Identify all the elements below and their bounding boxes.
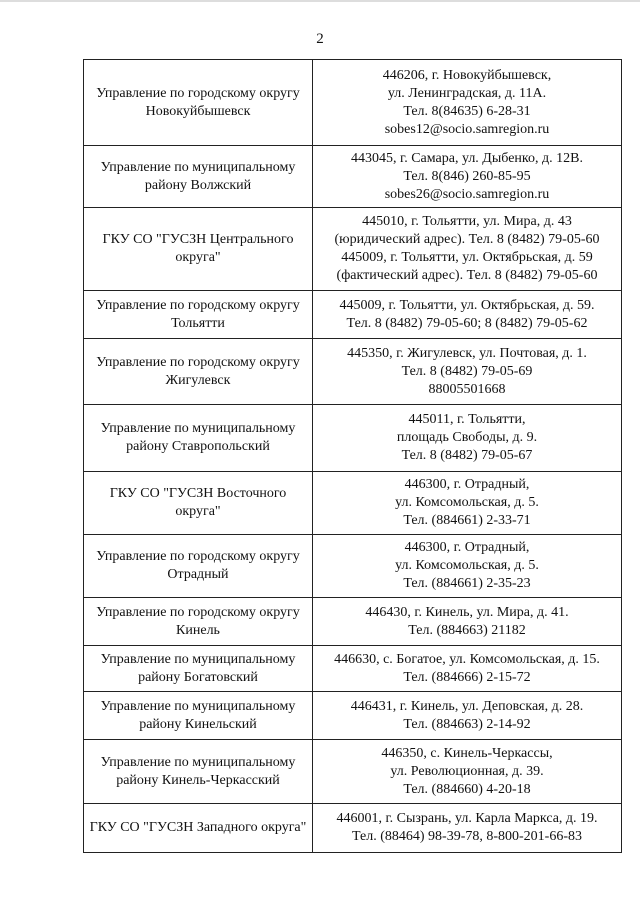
office-name: Управление по городскому округу Новокуйбышевск <box>84 60 313 146</box>
contact-line: 88005501668 <box>428 381 506 397</box>
contact-line: 446431, г. Кинель, ул. Деповская, д. 28. <box>350 698 584 714</box>
table-row <box>84 291 622 339</box>
office-name: Управление по городскому округу Тольятти <box>84 291 313 339</box>
office-contact <box>313 535 622 598</box>
office-contact <box>313 692 622 740</box>
table-row <box>84 208 622 291</box>
contact-line: 446300, г. Отрадный, <box>404 477 530 492</box>
contact-line: 446350, с. Кинель-Черкассы, <box>381 745 553 761</box>
table-row <box>84 692 622 740</box>
contact-line: Тел. (884663) 21182 <box>408 622 526 638</box>
table-row <box>84 60 622 146</box>
table-row <box>84 472 622 535</box>
contact-line: 445010, г. Тольятти, ул. Мира, д. 43 <box>362 214 572 229</box>
contact-line: 445009, г. Тольятти, ул. Октябрьская, д. 59. <box>339 297 595 313</box>
contact-line: ул. Ленинградская, д. 11А. <box>387 85 547 101</box>
contact-line: Тел. (88464) 98-39-78, 8-800-201-66-83 <box>351 829 582 844</box>
table-row <box>84 740 622 804</box>
office-contact <box>313 740 622 804</box>
contact-line: 446001, г. Сызрань, ул. Карла Маркса, д. 19. <box>336 811 598 826</box>
office-name: ГКУ СО "ГУСЗН Восточного округа" <box>84 472 313 535</box>
office-name: Управление по муниципальному району Богатовский <box>84 646 313 692</box>
contact-line: ул. Комсомольская, д. 5. <box>395 558 539 573</box>
office-name: Управление по муниципальному району Кинельский <box>84 692 313 740</box>
contact-line: ул. Революционная, д. 39. <box>390 763 544 779</box>
contact-line: Тел. (884661) 2-33-71 <box>403 513 531 528</box>
table-row <box>84 598 622 646</box>
office-name: Управление по городскому округу Жигулевск <box>84 339 313 405</box>
office-contact <box>313 60 622 146</box>
page-number: 2 <box>316 31 324 47</box>
contact-line: 443045, г. Самара, ул. Дыбенко, д. 12В. <box>351 150 583 166</box>
contact-line: Тел. (884661) 2-35-23 <box>403 576 531 591</box>
contact-line: площадь Свободы, д. 9. <box>396 430 538 445</box>
contact-line: sobes12@socio.samregion.ru <box>384 121 550 137</box>
contact-line: Тел. (884660) 4-20-18 <box>403 781 531 797</box>
table-row <box>84 339 622 405</box>
contact-line: Тел. 8 (8482) 79-05-69 <box>401 363 533 379</box>
office-contact <box>313 646 622 692</box>
contact-line: Тел. 8(846) 260-85-95 <box>403 168 531 184</box>
contact-line: Тел. 8(84635) 6-28-31 <box>403 103 531 119</box>
office-name: Управление по городскому округу Кинель <box>84 598 313 646</box>
office-contact <box>313 405 622 472</box>
contact-line: Тел. 8 (8482) 79-05-67 <box>401 448 533 463</box>
office-name: ГКУ СО "ГУСЗН Центрального округа" <box>84 208 313 291</box>
office-name: Управление по муниципальному району Волжский <box>84 146 313 208</box>
contact-line: (юридический адрес). Тел. 8 (8482) 79-05-60 <box>334 232 600 247</box>
contact-line: 445009, г. Тольятти, ул. Октябрьская, д. 59 <box>341 250 593 265</box>
table-row <box>84 405 622 472</box>
office-name: Управление по муниципальному району Ставропольский <box>84 405 313 472</box>
office-name: Управление по городскому округу Отрадный <box>84 535 313 598</box>
table-row <box>84 804 622 853</box>
contact-line: 446430, г. Кинель, ул. Мира, д. 41. <box>365 604 569 620</box>
contact-line: (фактический адрес). Тел. 8 (8482) 79-05-60 <box>336 268 598 283</box>
office-contact <box>313 339 622 405</box>
contact-line: Тел. (884663) 2-14-92 <box>403 716 531 732</box>
offices-table <box>83 59 622 853</box>
office-contact <box>313 804 622 853</box>
office-name: ГКУ СО "ГУСЗН Западного округа" <box>84 804 313 853</box>
table-row <box>84 535 622 598</box>
contact-line: Тел. (884666) 2-15-72 <box>403 669 531 685</box>
contact-line: 446630, с. Богатое, ул. Комсомольская, д. 15. <box>334 651 600 667</box>
contact-line: 446206, г. Новокуйбышевск, <box>382 67 552 83</box>
contact-line: sobes26@socio.samregion.ru <box>384 186 550 202</box>
table-row <box>84 146 622 208</box>
contact-line: ул. Комсомольская, д. 5. <box>395 495 539 510</box>
office-contact <box>313 208 622 291</box>
table-row <box>84 646 622 692</box>
office-contact <box>313 472 622 535</box>
contact-line: 446300, г. Отрадный, <box>404 540 530 555</box>
page-top-edge <box>0 0 640 2</box>
contact-line: 445350, г. Жигулевск, ул. Почтовая, д. 1. <box>347 345 587 361</box>
contact-line: Тел. 8 (8482) 79-05-60; 8 (8482) 79-05-62 <box>346 315 588 331</box>
office-contact <box>313 146 622 208</box>
office-name: Управление по муниципальному району Кинель-Черкасский <box>84 740 313 804</box>
contact-line: 445011, г. Тольятти, <box>408 412 526 427</box>
office-contact <box>313 291 622 339</box>
office-contact <box>313 598 622 646</box>
